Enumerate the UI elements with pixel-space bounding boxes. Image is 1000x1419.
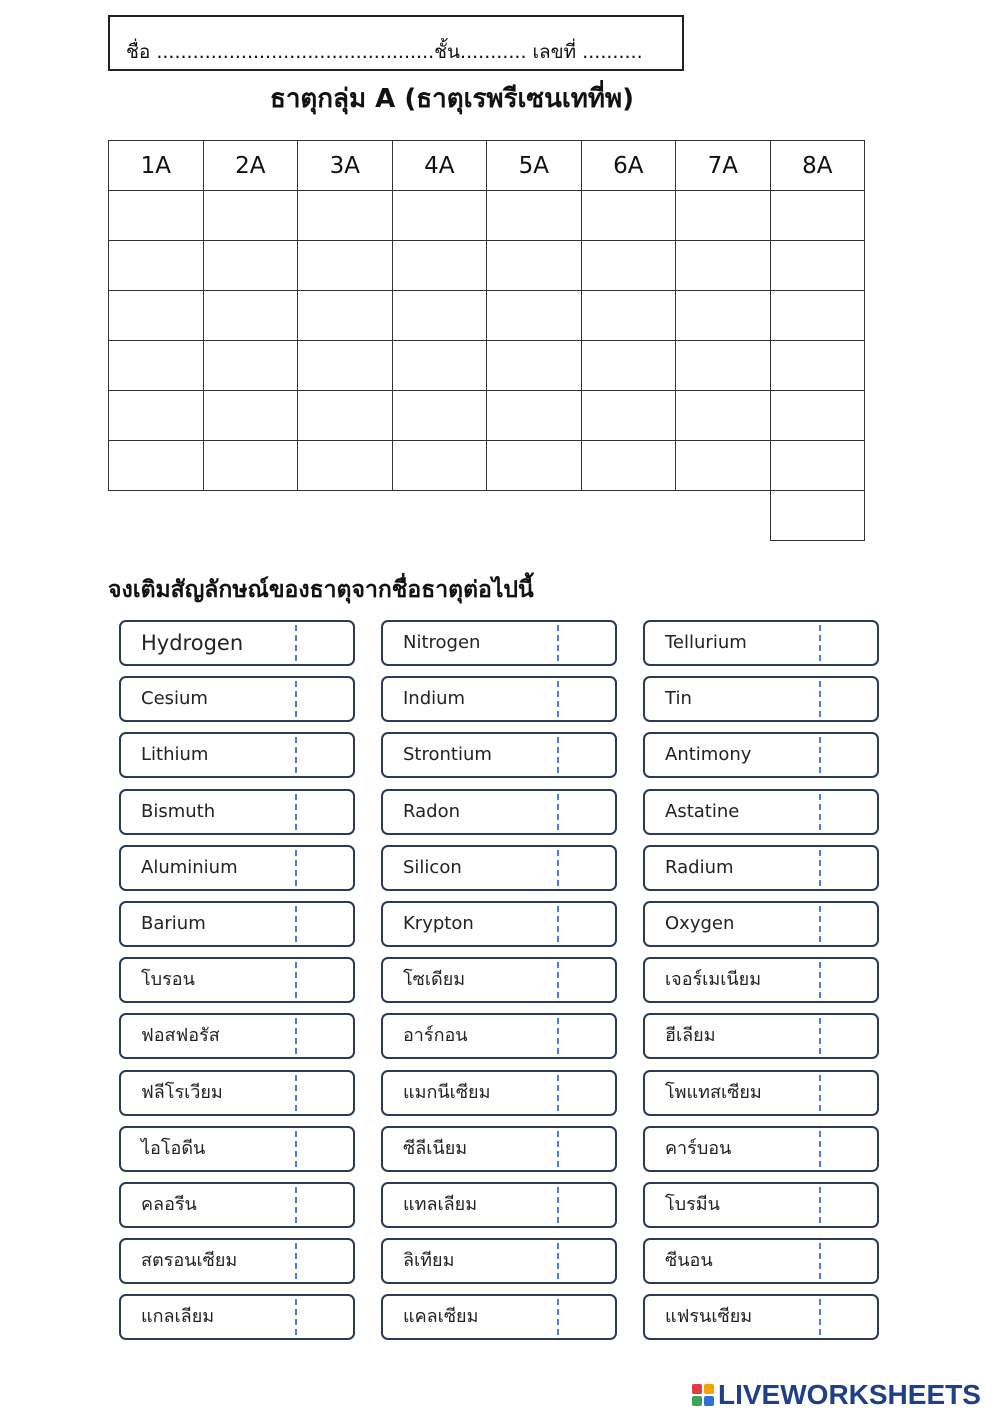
group-header: 1A <box>109 141 204 191</box>
element-answer-box <box>381 1238 617 1284</box>
element-name-label: แทลเลียม <box>403 1193 478 1215</box>
table-row <box>109 441 865 491</box>
element-name-label: โพแทสเซียม <box>665 1081 762 1103</box>
element-column-3 <box>643 620 879 1350</box>
table-answer-cell[interactable] <box>581 341 676 391</box>
element-name-label: Barium <box>141 912 206 934</box>
table-answer-cell[interactable] <box>581 391 676 441</box>
table-answer-cell[interactable] <box>298 291 393 341</box>
table-answer-cell[interactable] <box>581 441 676 491</box>
element-name-label: ซีนอน <box>665 1250 713 1272</box>
symbol-input[interactable] <box>825 626 879 662</box>
logo-text: LIVEWORKSHEETS <box>718 1379 981 1410</box>
element-name-label: Oxygen <box>665 912 735 934</box>
table-answer-cell[interactable] <box>487 341 582 391</box>
element-name-label: Tellurium <box>665 632 747 653</box>
logo-icon <box>692 1384 714 1406</box>
dashed-divider <box>819 681 821 717</box>
dashed-divider <box>557 906 559 942</box>
element-answer-box <box>119 1126 355 1172</box>
table-answer-cell[interactable] <box>392 341 487 391</box>
symbol-input[interactable] <box>563 1188 617 1224</box>
element-answer-box <box>643 1126 879 1172</box>
table-answer-cell[interactable] <box>298 241 393 291</box>
table-answer-cell[interactable] <box>298 191 393 241</box>
table-row <box>109 341 865 391</box>
dashed-divider <box>295 1299 297 1335</box>
table-header-row <box>109 141 865 191</box>
table-row <box>109 391 865 441</box>
dashed-divider <box>295 794 297 830</box>
element-name-label: Indium <box>403 688 466 710</box>
dashed-divider <box>295 906 297 942</box>
instruction-text: จงเติมสัญลักษณ์ของธาตุจากชื่อธาตุต่อไปนี้ <box>108 577 534 603</box>
element-name-label: Cesium <box>141 688 208 710</box>
table-answer-cell[interactable] <box>109 441 204 491</box>
element-answer-box <box>643 1182 879 1228</box>
symbol-input[interactable] <box>825 738 879 774</box>
dashed-divider <box>557 1018 559 1054</box>
element-answer-box <box>381 957 617 1003</box>
element-answer-box <box>381 620 617 666</box>
dashed-divider <box>295 625 297 661</box>
element-name-label: โบรอน <box>141 969 195 991</box>
symbol-input[interactable] <box>563 851 617 887</box>
table-empty-space <box>392 491 487 541</box>
table-answer-cell[interactable] <box>676 241 771 291</box>
table-empty-space <box>203 491 298 541</box>
logo-square <box>704 1384 714 1394</box>
dashed-divider <box>819 906 821 942</box>
table-answer-cell[interactable] <box>298 341 393 391</box>
table-empty-space <box>109 491 204 541</box>
symbol-input[interactable] <box>563 795 617 831</box>
group-header: 2A <box>203 141 298 191</box>
element-answer-box <box>643 620 879 666</box>
table-answer-cell[interactable] <box>298 441 393 491</box>
table-answer-cell[interactable] <box>109 341 204 391</box>
table-answer-cell[interactable] <box>770 241 865 291</box>
element-answer-box <box>381 789 617 835</box>
table-answer-cell[interactable] <box>392 241 487 291</box>
page-title: ธาตุกลุ่ม A (ธาตุเรพรีเซนเทที่พ) <box>269 84 635 114</box>
dashed-divider <box>295 681 297 717</box>
symbol-input[interactable] <box>563 626 617 662</box>
element-answer-box <box>643 957 879 1003</box>
element-answer-box <box>643 901 879 947</box>
dashed-divider <box>557 625 559 661</box>
symbol-input[interactable] <box>563 738 617 774</box>
element-answer-box <box>643 676 879 722</box>
element-answer-box <box>643 845 879 891</box>
table-row <box>109 291 865 341</box>
element-name-label: Antimony <box>665 744 752 766</box>
dashed-divider <box>819 1243 821 1279</box>
symbol-input[interactable] <box>301 1188 355 1224</box>
table-answer-cell[interactable] <box>487 391 582 441</box>
table-answer-cell[interactable] <box>392 441 487 491</box>
element-name-label: Bismuth <box>141 800 216 822</box>
element-name-label: แฟรนเซียม <box>665 1306 753 1328</box>
element-answer-box <box>381 732 617 778</box>
element-name-label: แคลเซียม <box>403 1306 479 1328</box>
table-answer-cell[interactable] <box>203 291 298 341</box>
symbol-input[interactable] <box>301 1019 355 1055</box>
element-answer-box <box>643 1070 879 1116</box>
dashed-divider <box>295 1243 297 1279</box>
element-name-label: เจอร์เมเนียม <box>665 969 762 991</box>
table-answer-cell[interactable] <box>676 191 771 241</box>
dashed-divider <box>295 1187 297 1223</box>
dashed-divider <box>819 794 821 830</box>
dashed-divider <box>295 737 297 773</box>
element-answer-box <box>643 789 879 835</box>
table-row <box>109 491 865 541</box>
dashed-divider <box>557 1299 559 1335</box>
table-answer-cell[interactable] <box>392 291 487 341</box>
element-name-label: Astatine <box>665 800 740 822</box>
element-name-label: Strontium <box>403 744 492 766</box>
logo-square <box>692 1396 702 1406</box>
dashed-divider <box>819 1018 821 1054</box>
element-name-label: Silicon <box>403 856 462 878</box>
dashed-divider <box>819 1131 821 1167</box>
element-answer-box <box>381 1013 617 1059</box>
table-empty-space <box>487 491 582 541</box>
element-name-label: Radium <box>665 856 734 878</box>
element-name-label: แมกนีเซียม <box>403 1081 491 1103</box>
table-empty-space <box>676 491 771 541</box>
group-header: 5A <box>487 141 582 191</box>
table-answer-cell[interactable] <box>487 191 582 241</box>
table-answer-cell[interactable] <box>203 391 298 441</box>
table-answer-cell[interactable] <box>298 391 393 441</box>
element-name-label: Lithium <box>141 744 209 766</box>
student-info-line: ชื่อ ..............................................ชั้น........... เลขที่ .......... <box>108 15 684 71</box>
element-name-label: Radon <box>403 800 460 822</box>
group-header: 8A <box>770 141 865 191</box>
dashed-divider <box>819 962 821 998</box>
element-name-label: สตรอนเซียม <box>141 1250 238 1272</box>
element-answer-box <box>119 620 355 666</box>
dashed-divider <box>557 1131 559 1167</box>
dashed-divider <box>557 794 559 830</box>
symbol-input[interactable] <box>563 1076 617 1112</box>
table-answer-cell[interactable] <box>109 191 204 241</box>
dashed-divider <box>295 962 297 998</box>
table-answer-cell[interactable] <box>770 341 865 391</box>
dashed-divider <box>295 1018 297 1054</box>
element-name-label: Hydrogen <box>141 631 244 655</box>
table-answer-cell[interactable] <box>770 191 865 241</box>
element-answer-box <box>119 1013 355 1059</box>
element-name-label: คลอรีน <box>141 1193 197 1215</box>
dashed-divider <box>819 1187 821 1223</box>
symbol-input[interactable] <box>301 1300 355 1336</box>
symbol-input[interactable] <box>825 795 879 831</box>
element-answer-box <box>119 1294 355 1340</box>
element-name-label: ลิเทียม <box>403 1250 455 1272</box>
table-row <box>109 241 865 291</box>
element-name-label: Nitrogen <box>403 632 481 653</box>
element-name-label: ซีลีเนียม <box>403 1137 468 1159</box>
element-name-label: ไอโอดีน <box>141 1137 206 1159</box>
symbol-input[interactable] <box>825 907 879 943</box>
dashed-divider <box>557 1187 559 1223</box>
element-answer-box <box>119 1182 355 1228</box>
element-name-label: แกลเลียม <box>141 1306 215 1328</box>
table-answer-cell[interactable] <box>676 391 771 441</box>
symbol-input[interactable] <box>563 682 617 718</box>
element-answer-box <box>119 676 355 722</box>
symbol-input[interactable] <box>301 1132 355 1168</box>
periodic-group-a-table <box>108 140 865 541</box>
element-answer-box <box>119 845 355 891</box>
element-name-label: Tin <box>665 688 692 710</box>
logo-square <box>692 1384 702 1394</box>
dashed-divider <box>295 850 297 886</box>
element-answer-box <box>119 1070 355 1116</box>
table-answer-cell[interactable] <box>581 241 676 291</box>
table-answer-cell[interactable] <box>203 441 298 491</box>
table-answer-cell[interactable] <box>581 291 676 341</box>
symbol-input[interactable] <box>301 907 355 943</box>
symbol-input[interactable] <box>825 1188 879 1224</box>
element-answer-box <box>119 789 355 835</box>
element-answer-box <box>643 1013 879 1059</box>
group-header: 7A <box>676 141 771 191</box>
dashed-divider <box>557 850 559 886</box>
table-answer-cell[interactable] <box>581 191 676 241</box>
symbol-input[interactable] <box>301 795 355 831</box>
group-header: 3A <box>298 141 393 191</box>
element-name-label: ฟลีโรเวียม <box>141 1081 223 1103</box>
element-answer-box <box>381 845 617 891</box>
element-answer-box <box>381 901 617 947</box>
dashed-divider <box>557 681 559 717</box>
symbol-input[interactable] <box>563 907 617 943</box>
element-answer-box <box>381 676 617 722</box>
symbol-input[interactable] <box>301 1244 355 1280</box>
group-header: 4A <box>392 141 487 191</box>
dashed-divider <box>557 1075 559 1111</box>
table-answer-cell[interactable] <box>676 291 771 341</box>
element-column-1 <box>119 620 355 1350</box>
logo-square <box>704 1396 714 1406</box>
table-answer-cell[interactable] <box>203 341 298 391</box>
table-answer-cell[interactable] <box>392 391 487 441</box>
dashed-divider <box>819 737 821 773</box>
element-answer-box <box>643 1294 879 1340</box>
symbol-input[interactable] <box>563 963 617 999</box>
symbol-input[interactable] <box>563 1019 617 1055</box>
symbol-input[interactable] <box>301 1076 355 1112</box>
table-answer-cell[interactable] <box>487 241 582 291</box>
element-name-label: ฟอสฟอรัส <box>141 1025 220 1047</box>
table-answer-cell[interactable] <box>770 441 865 491</box>
table-answer-cell[interactable] <box>109 391 204 441</box>
dashed-divider <box>819 625 821 661</box>
symbol-input[interactable] <box>825 682 879 718</box>
element-column-2 <box>381 620 617 1350</box>
symbol-input[interactable] <box>301 738 355 774</box>
table-answer-cell[interactable] <box>487 441 582 491</box>
table-answer-cell[interactable] <box>770 491 865 541</box>
dashed-divider <box>557 1243 559 1279</box>
symbol-input[interactable] <box>825 1244 879 1280</box>
symbol-input[interactable] <box>301 963 355 999</box>
element-name-label: คาร์บอน <box>665 1137 732 1159</box>
dashed-divider <box>295 1131 297 1167</box>
element-answer-box <box>119 1238 355 1284</box>
symbol-input[interactable] <box>563 1300 617 1336</box>
table-answer-cell[interactable] <box>487 291 582 341</box>
table-answer-cell[interactable] <box>676 341 771 391</box>
element-name-label: โซเดียม <box>403 969 466 991</box>
symbol-input[interactable] <box>825 1132 879 1168</box>
table-answer-cell[interactable] <box>392 191 487 241</box>
element-answer-box <box>119 901 355 947</box>
table-answer-cell[interactable] <box>676 441 771 491</box>
element-answer-box <box>643 1238 879 1284</box>
table-answer-cell[interactable] <box>109 241 204 291</box>
dashed-divider <box>819 1299 821 1335</box>
element-answer-box <box>381 1182 617 1228</box>
liveworksheets-logo <box>692 1380 981 1410</box>
symbol-input[interactable] <box>825 1076 879 1112</box>
symbol-input[interactable] <box>825 851 879 887</box>
table-answer-cell[interactable] <box>770 291 865 341</box>
table-row <box>109 191 865 241</box>
group-header: 6A <box>581 141 676 191</box>
dashed-divider <box>557 737 559 773</box>
symbol-input[interactable] <box>825 963 879 999</box>
element-name-label: ฮีเลียม <box>665 1025 716 1047</box>
table-answer-cell[interactable] <box>203 241 298 291</box>
symbol-input[interactable] <box>301 626 355 662</box>
element-answer-box <box>381 1126 617 1172</box>
element-name-label: อาร์กอน <box>403 1025 468 1047</box>
symbol-input[interactable] <box>563 1244 617 1280</box>
table-answer-cell[interactable] <box>109 291 204 341</box>
symbol-input[interactable] <box>825 1300 879 1336</box>
table-empty-space <box>298 491 393 541</box>
element-name-label: Krypton <box>403 912 474 934</box>
element-answer-box <box>381 1294 617 1340</box>
symbol-input[interactable] <box>301 851 355 887</box>
element-answer-box <box>381 1070 617 1116</box>
dashed-divider <box>295 1075 297 1111</box>
symbol-input[interactable] <box>301 682 355 718</box>
table-answer-cell[interactable] <box>203 191 298 241</box>
element-answer-box <box>119 732 355 778</box>
symbol-input[interactable] <box>563 1132 617 1168</box>
dashed-divider <box>557 962 559 998</box>
table-answer-cell[interactable] <box>770 391 865 441</box>
dashed-divider <box>819 1075 821 1111</box>
dashed-divider <box>819 850 821 886</box>
element-name-label: โบรมีน <box>665 1193 720 1215</box>
element-answer-box <box>643 732 879 778</box>
element-name-label: Aluminium <box>141 856 238 878</box>
symbol-input[interactable] <box>825 1019 879 1055</box>
table-empty-space <box>581 491 676 541</box>
element-answer-box <box>119 957 355 1003</box>
